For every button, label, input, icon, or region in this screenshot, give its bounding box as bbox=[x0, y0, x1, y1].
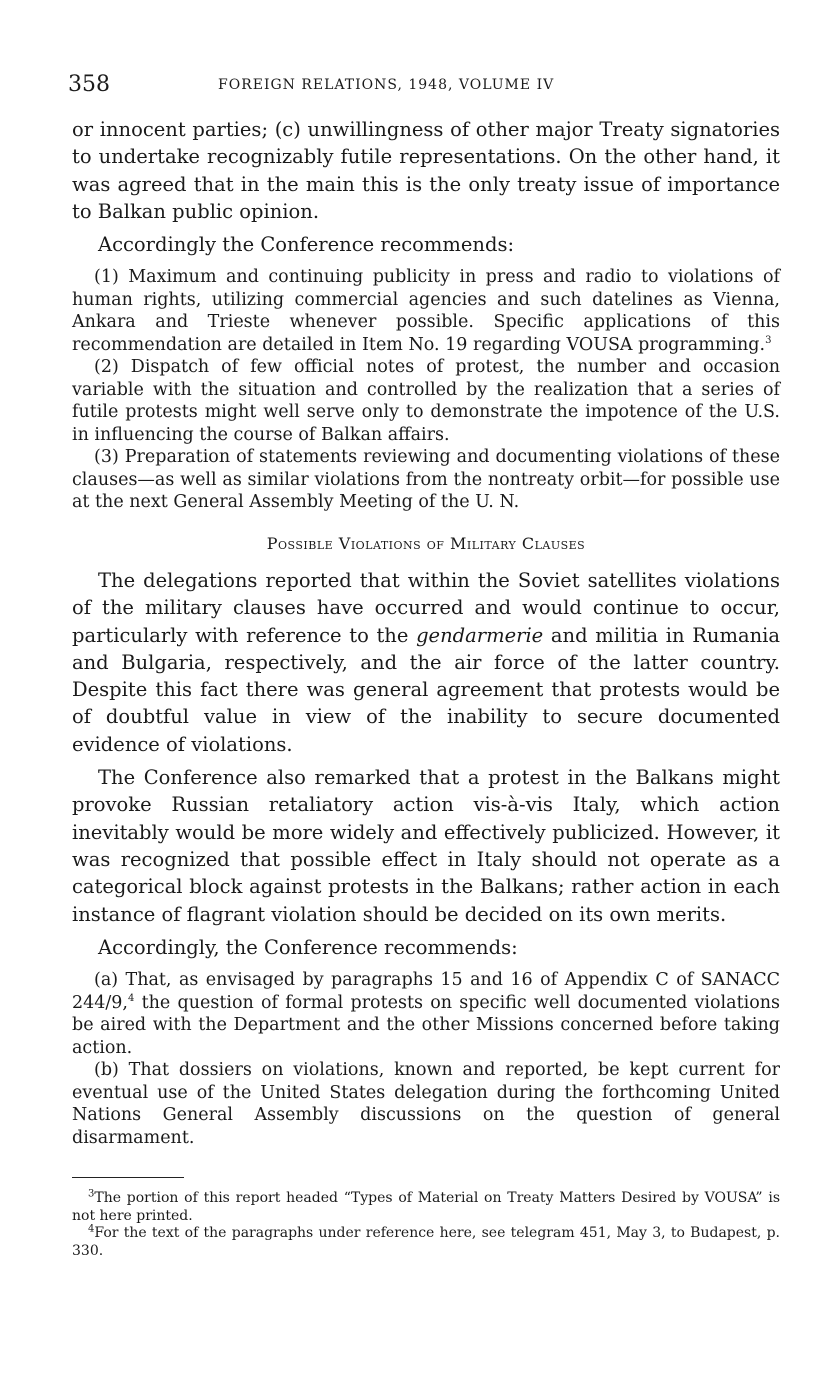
running-head: FOREIGN RELATIONS, 1948, VOLUME IV bbox=[218, 77, 555, 93]
footnote-ref-3: 3 bbox=[765, 335, 772, 347]
page-header bbox=[68, 72, 788, 102]
body-text bbox=[72, 116, 780, 1260]
recommendation-b: (b) That dossiers on violations, known and reported, be kept current for eventual use of the United States delegation during the forthcoming United Nations General Assembly discussions on the question of general disarmament. bbox=[72, 1060, 780, 1148]
footnote-3 bbox=[72, 1190, 780, 1225]
recommends-intro-1: Accordingly the Conference recommends: bbox=[98, 233, 515, 257]
recommendations-list-2 bbox=[72, 969, 780, 1149]
military-paragraph-2: The Conference also remarked that a protest in the Balkans might provoke Russian retaliatory action vis-à-vis Italy, which action inevitably would be more widely and effectively publicized. However, it was recognized that possible effect in Italy should not operate as a categorical block against protests in the Balkans; rather action in each instance of flagrant violation should be decided on its own merits. bbox=[72, 766, 780, 926]
recommendations-list-1 bbox=[72, 266, 780, 514]
gendarmerie-term: gendarmerie bbox=[416, 623, 544, 647]
recommendation-a-start: (a) That, as envisaged by paragraphs 15 and 16 of Appendix C of SANACC 244/9, bbox=[72, 970, 780, 1013]
footnote-4 bbox=[72, 1225, 780, 1260]
footnote-3-marker: 3 bbox=[88, 1188, 95, 1200]
military-paragraph-1-start: The delegations reported that within the Soviet satellites violations of the military clauses have occurred and would continue to occur, particularly with reference to the bbox=[72, 568, 780, 647]
recommendation-1 bbox=[72, 266, 780, 356]
section-heading: Possible Violations of Military Clauses bbox=[266, 533, 586, 553]
page-number: 358 bbox=[68, 72, 110, 97]
recommends-intro-2: Accordingly, the Conference recommends: bbox=[98, 935, 518, 959]
recommendation-3: (3) Preparation of statements reviewing and documenting violations of these clauses—as well as similar violations from the nontreaty orbit—for possible use at the next General Assembly Meeting of the U. N. bbox=[72, 447, 780, 513]
footnote-3-text: The portion of this report headed “Types of Material on Treaty Matters Desired by VOUSA” is not here printed. bbox=[72, 1190, 780, 1224]
military-paragraph-1 bbox=[72, 567, 780, 758]
recommendation-2: (2) Dispatch of few official notes of protest, the number and occasion variable with the situation and controlled by the realization that a series of futile protests might well serve only to demonstrate the impotence of the U.S. in influencing the course of Balkan affairs. bbox=[72, 357, 780, 445]
footnote-ref-4: 4 bbox=[128, 992, 135, 1004]
footnotes bbox=[72, 1190, 780, 1260]
recommendation-1-text: (1) Maximum and continuing publicity in press and radio to violations of human rights, utilizing commercial agencies and such datelines as Vienna, Ankara and Trieste whenever possible. Specific applications of this recommendation are detailed in Item No. 19 regarding VOUSA programming. bbox=[72, 267, 780, 355]
footnote-divider bbox=[72, 1177, 184, 1178]
recommendation-a bbox=[72, 969, 780, 1059]
intro-paragraph: or innocent parties; (c) unwillingness of other major Treaty signatories to undertake recognizably futile representations. On the other hand, it was agreed that in the main this is the only treaty issue of importance to Balkan public opinion. bbox=[72, 118, 780, 223]
recommendation-a-end: the question of formal protests on specific well documented violations be aired with the Department and the other Missions concerned before taking action. bbox=[72, 992, 780, 1058]
footnote-4-text: For the text of the paragraphs under reference here, see telegram 451, May 3, to Budapest, p. 330. bbox=[72, 1225, 780, 1259]
footnote-4-marker: 4 bbox=[88, 1223, 95, 1235]
military-paragraph-1-end: and militia in Rumania and Bulgaria, respectively, and the air force of the latter country. Despite this fact there was general agreement that protests would be of doubtful value in view of the inability to secure documented evidence of violations. bbox=[72, 623, 781, 756]
